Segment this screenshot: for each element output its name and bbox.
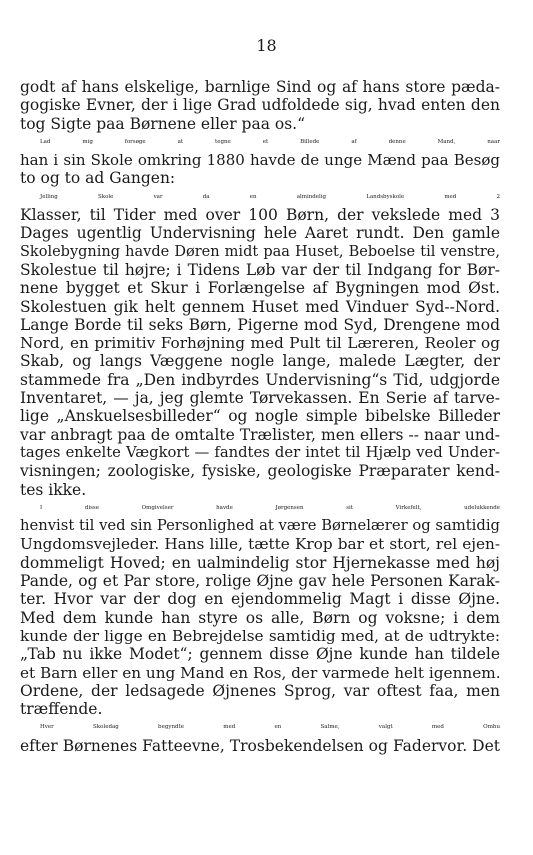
text-line: efter Børnenes Fatteevne, Trosbekendelsen og Fadervor. Det <box>20 736 500 755</box>
text-line: gogiske Evner, der i lige Grad udfoldede sig, hvad enten den <box>20 96 500 115</box>
text-line: dommeligt Hoved; en ualmindelig stor Hjernekasse med høj <box>20 553 500 572</box>
text-line: to og to ad Gangen: <box>20 169 176 188</box>
text-line: godt af hans elskelige, barnlige Sind og af hans store pæda- <box>20 78 500 96</box>
text-line: Nord, en primitiv Forhøjning med Pult til Læreren, Reoler og <box>20 334 500 353</box>
paragraph <box>20 499 500 719</box>
text-line: et Barn eller en ung Mand en Ros, der varmede helt igennem. <box>20 663 501 682</box>
text-line: Pande, og et Par store, rolige Øjne gav hele Personen Karak- <box>20 572 500 591</box>
text-line: stammede fra „Den indbyrdes Undervisning“s Tid, udgjorde <box>20 370 500 389</box>
text-line: Skab, og langs Væggene nogle lange, malede Lægter, der <box>20 352 500 371</box>
text-line: nene bygget et Skur i Forlængelse af Bygningen mod Øst. <box>20 279 500 298</box>
text-line: tages enkelte Vægkort — fandtes der intet til Hjælp ved Under- <box>20 443 500 461</box>
text-line: Inventaret, — ja, jeg glemte Tørvekassen. En Serie af tarve- <box>20 389 500 408</box>
text-line: træffende. <box>20 700 103 719</box>
paragraph <box>20 78 500 133</box>
text-line: „Tab nu ikke Modet“; gennem disse Øjne kunde han tildele <box>20 645 500 664</box>
text-line: Ungdomsvejleder. Hans lille, tætte Krop bar et stort, rel ejen- <box>20 535 500 554</box>
text-line: Ordene, der ledsagede Øjnenes Sprog, var oftest faa, men <box>20 681 500 700</box>
text-line: tes ikke. <box>20 480 87 499</box>
text-line: henvist til ved sin Personlighed at være Børnelærer og samtidig <box>20 517 500 535</box>
text-line: Jelling Skole var da en almindelig Landsbyskole med 2 <box>40 193 500 200</box>
text-line: Lange Borde til seks Børn, Pigerne mod Syd, Drengene mod <box>20 315 500 334</box>
text-line: tog Sigte paa Børnene eller paa os.“ <box>20 114 306 133</box>
text-line: Hver Skoledag begyndte med en Salme, valgt med Omhu <box>40 724 500 731</box>
page-number: 18 <box>256 36 277 55</box>
text-line: han i sin Skole omkring 1880 havde de unge Mænd paa Besøg <box>20 151 500 170</box>
text-line: ter. Hvor var der dog en ejendommelig Magt i disse Øjne. <box>20 590 500 609</box>
text-line: Skolebygning havde Døren midt paa Huset, Beboelse til venstre, <box>20 243 500 260</box>
paragraph <box>20 718 500 755</box>
text-line: lige „Anskuelsesbilleder“ og nogle simple bibelske Billeder <box>20 407 500 426</box>
text-line: Dages ugentlig Undervisning hele Aaret rundt. Den gamle <box>20 224 500 243</box>
text-line: kunde der ligge en Bebrejdelse samtidig med, at de udtrykte: <box>20 626 500 645</box>
text-line: Lad mig forsøge at tegne et Billede af denne Mand, naar <box>40 138 500 145</box>
text-line: Klasser, til Tider med over 100 Børn, der vekslede med 3 <box>20 206 500 225</box>
text-line: visningen; zoologiske, fysiske, geologiske Præparater kend- <box>20 462 500 481</box>
paragraph <box>20 188 500 499</box>
text-line: var anbragt paa de omtalte Trælister, men ellers -- naar und- <box>20 425 500 444</box>
body-text <box>20 78 500 755</box>
text-line: I disse Omgivelser havde Jørgensen sit Virkefelt, udelukkende <box>40 504 500 511</box>
text-line: Skolestuen gik helt gennem Huset med Vinduer Syd--Nord. <box>20 297 500 316</box>
paragraph <box>20 133 500 188</box>
text-line: Skolestue til højre; i Tidens Løb var der til Indgang for Bør- <box>20 260 500 279</box>
text-line: Med dem kunde han styre os alle, Børn og voksne; i dem <box>20 608 500 627</box>
